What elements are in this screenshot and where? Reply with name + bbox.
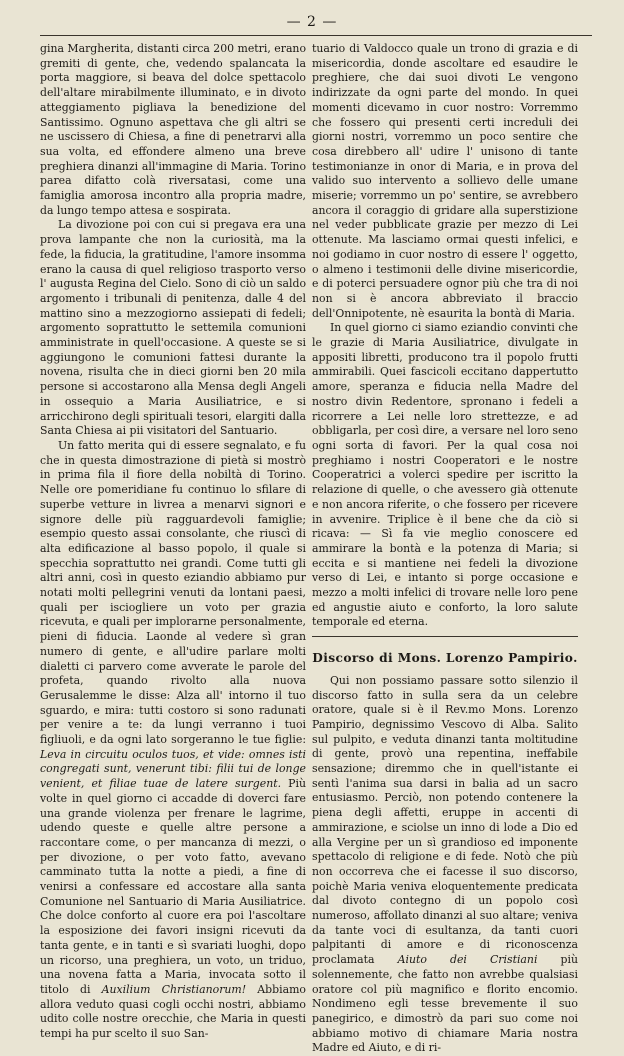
section-divider xyxy=(312,636,578,637)
latin-quotation: Leva in circuitu oculos tuos, et vide: omnes isti congregati sunt, venerunt tibi: filii tui de longe venient, et filiae tuae de latere surgent. xyxy=(40,747,306,791)
left-column xyxy=(40,42,306,1042)
paragraph-graces: In quel giorno ci siamo eziandio convinti che le grazie di Maria Ausiliatrice, divulgate in appositi libretti, producono tra il popolo frutti ammirabili. Quei fascicoli eccitano dappertutto amore, speranza e fiducia nella Madre del nostro divin Redentore, spronano i fedeli a ricorrere a Lei nelle loro strettezze, e ad obbligarla, per così dire, a versare nel loro seno ogni sorta di favori. Per la qual cosa noi preghiamo i nostri Cooperatori e le nostre Cooperatrici a volerci spedire per iscritto la relazione di quelle, o che avessero già ottenute e non ancora riferite, o che fossero per ricevere in avvenire. Triplice è il bene che da ciò si ricava: — Sì fa vie meglio conoscere ed ammirare la bontà e la potenza di Maria; si eccita e si mantiene nei fedeli la divozione verso di Lei, e intanto si porge occasione e mezzo a molti infelici di trovare nelle loro pene ed angustie aiuto e conforto, la loro salute temporale ed eterna. xyxy=(312,321,578,629)
paragraph-devotion: La divozione poi con cui si pregava era una prova lampante che non la curiosità, ma la fede, la fiducia, la gratitudine, l'amore insomma erano la causa di quel religioso trasporto verso l' augusta Regina del Cielo. Sono di ciò un saldo argomento i tribunali di penitenza, dalle 4 del mattino sino a mezzogiorno assiepati di fedeli; argomento soprattutto le settemila comunioni amministrate in quell'occasione. A queste se si aggiungono le comunioni fattesi durante la novena, risulta che in dieci giorni ben 20 mila persone si accostarono alla Mensa degli Angeli in ossequio a Maria Ausiliatrice, e si arricchirono degli spirituali tesori, elargiti dalla Santa Chiesa ai pii visitatori del Santuario. xyxy=(40,218,306,438)
paragraph-text: Abbiamo allora veduto quasi cogli occhi nostri, abbiamo udito colle nostre orecchie, che Maria in questi tempi ha pur scelto il suo San- xyxy=(40,983,306,1041)
marian-title: Aiuto dei Cristiani xyxy=(397,953,538,967)
paragraph-text: Un fatto merita qui di essere segnalato, e fu che in questa dimostrazione di pietà si mostrò in prima fila il fiore della nobiltà di Torino. Nelle ore pomeridiane fu continuo lo sfilare di superbe vetture in livrea a menarvi signori e signore delle più ragguardevoli famiglie; esempio questo assai consolante, che riuscì di alta edificazione al basso popolo, il quale si specchia soprattutto nei grandi. Come tutti gli altri anni, così in questo eziandio abbiamo pur notati molti pellegrini venuti da lontani paesi, quali per isciogliere un voto per grazia ricevuta, e quali per implorarne personalmente, pieni di fiducia. Laonde al vedere sì gran numero di gente, e all'udire parlare molti dialetti ci parvero come avverate le parole del profeta, quando rivolto alla nuova Gerusalemme le disse: Alza all' intorno il tuo sguardo, e mira: tutti costoro si sono radunati per venire a te: da lungi verranno i tuoi figliuoli, e da ogni lato sorgeranno le tue figlie: xyxy=(40,438,306,747)
section-heading: Discorso di Mons. Lorenzo Pampirio. xyxy=(312,651,578,666)
paragraph-text: più solennemente, che fatto non avrebbe qualsiasi oratore col più magnifico e florito encomio. Nondimeno egli tesse brevemente il suo panegirico, e dimostrò da pari suo come noi abbiamo motivo di chiamare Maria nostra Madre ed Aiuto, e di ri- xyxy=(312,953,578,1055)
right-column xyxy=(312,42,578,1056)
paragraph-text: Qui non possiamo passare sotto silenzio il discorso fatto in sulla sera da un celebre oratore, quale si è il Rev.mo Mons. Lorenzo Pampirio, degnissimo Vescovo di Alba. Salito sul pulpito, e veduta dinanzi tanta moltitudine di gente, provò una repentina, ineffabile sensazione; diremmo che in quell'istante ei sentì l'anima sua darsi in balia ad un sacro entusiasmo. Perciò, non potendo contenere la piena degli affetti, eruppe in accenti di ammirazione, e sciolse un inno di lode a Dio ed alla Vergine per un sì grandioso ed imponente spettacolo di religione e di fede. Notò che più non occorreva che ei facesse il suo discorso, poichè Maria veniva eloquentemente predicata dal divoto contegno di un popolo così numeroso, affollato dinanzi al suo altare; veniva da tante voci di esultanza, da tanti cuori palpitanti di amore e di riconoscenza proclamata xyxy=(312,673,578,967)
paragraph-continuation: tuario di Valdocco quale un trono di grazia e di misericordia, donde ascoltare ed esaudire le preghiere, che dai suoi divoti Le vengono indirizzate da ogni parte del mondo. In quei momenti dicevamo in cuor nostro: Vorremmo che fossero qui presenti certi increduli dei giorni nostri, vorremmo un poco sentire che cosa direbbero all' udire l' unisono di tante testimonianze in onor di Maria, e in prova del valido suo intervento a sollievo delle umane miserie; vorremmo un po' sentire, se avrebbero ancora il coraggio di gridare alla superstizione nel veder pubblicate grazie per mezzo di Lei ottenute. Ma lasciamo ormai questi infelici, e noi godiamo in cuor nostro di essere l' oggetto, o almeno i testimonii delle divine misericordie, e di poterci persuadere ognor più che tra di noi non si è ancora abbreviato il braccio dell'Onnipotente, nè esaurita la bontà di Maria. xyxy=(312,42,578,320)
paragraph-discourse xyxy=(312,674,578,1056)
paragraph-continuation: gina Margherita, distanti circa 200 metri, erano gremiti di gente, che, vedendo spalancata la porta maggiore, si beava del dolce spettacolo dell'altare mirabilmente illuminato, e in divoto atteggiamento pigliava la benedizione del Santissimo. Ognuno aspettava che gli altri se ne uscissero di Chiesa, a fine di penetrarvi alla sua volta, ed effondere almeno una breve preghiera dinanzi all'immagine di Maria. Torino parea difatto colà riversatasi, come una famiglia amorosa incontro alla propria madre, da lungo tempo attesa e sospirata. xyxy=(40,42,307,217)
marian-title: Auxilium Christianorum! xyxy=(101,983,247,996)
header-rule xyxy=(40,35,592,36)
page-number: — 2 — xyxy=(286,14,338,30)
paragraph-nobility xyxy=(40,439,306,1042)
paragraph-text: Più volte in quel giorno ci accadde di doverci fare una grande violenza per frenare le lagrime, udendo queste e quelle altre persone a raccontare come, o per mancanza di mezzi, o per divozione, o per voto fatto, avevano camminato tutta la notte a piedi, a fine di venirsi a confessare ed accostare alla santa Comunione nel Santuario di Maria Ausiliatrice. Che dolce conforto al cuore era poi l'ascoltare la esposizione dei favori insigni ricevuti da tanta gente, e in tanti e sì svariati luoghi, dopo un ricorso, una preghiera, un voto, un triduo, una novena fatta a Maria, invocata sotto il titolo di xyxy=(40,777,306,996)
